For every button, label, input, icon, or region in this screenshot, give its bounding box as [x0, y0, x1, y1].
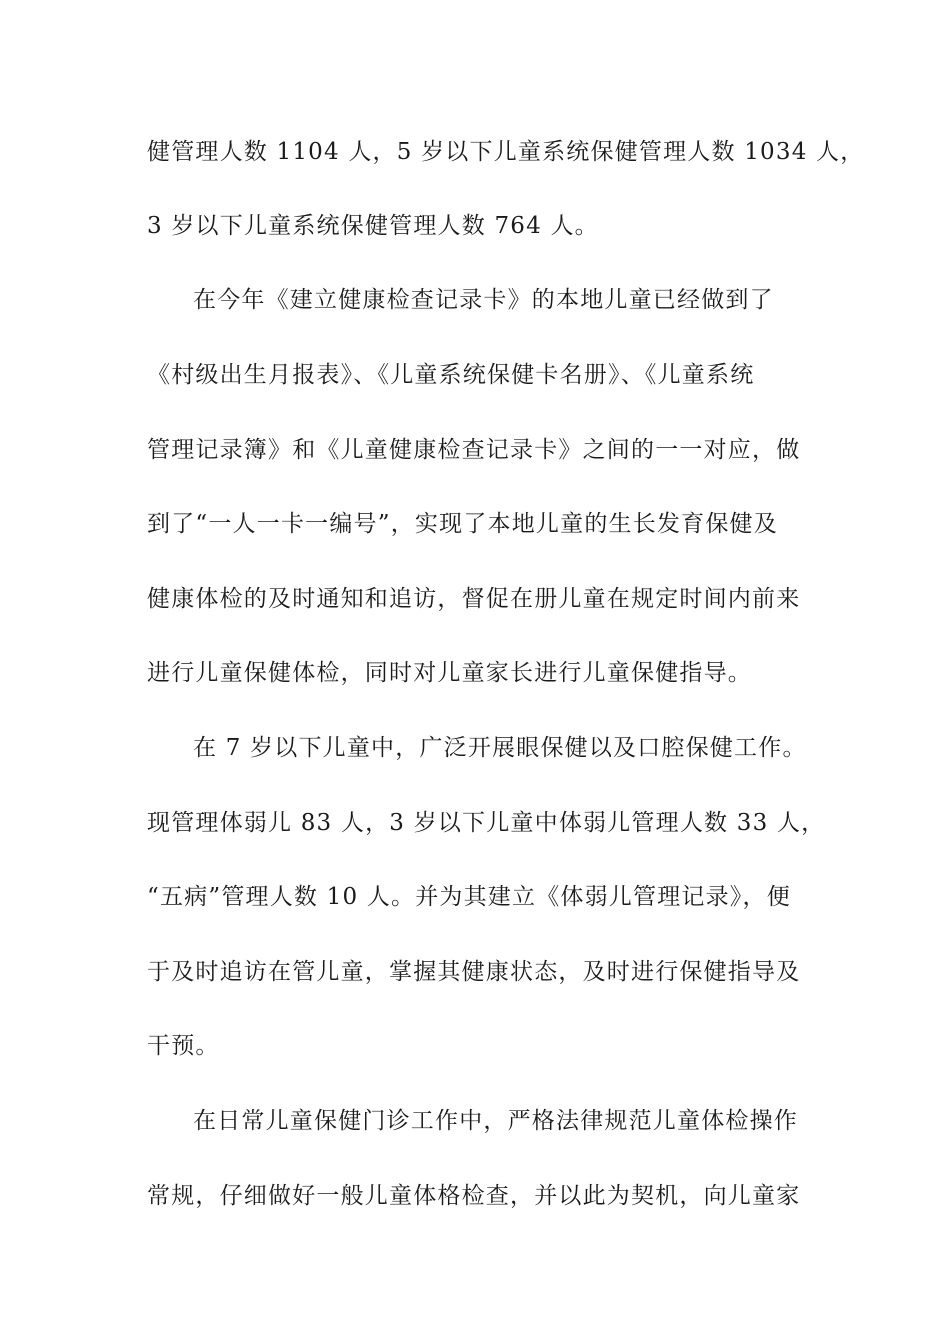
- paragraph-start-line: 在 7 岁以下儿童中，广泛开展眼保健以及口腔保健工作。: [193, 735, 807, 761]
- text-line: 常规，仔细做好一般儿童体格检查，并以此为契机，向儿童家: [147, 1183, 801, 1209]
- text-line: 管理记录簿》和《儿童健康检查记录卡》之间的一一对应，做: [147, 437, 801, 463]
- text-line: 健康体检的及时通知和追访，督促在册儿童在规定时间内前来: [147, 586, 801, 612]
- paragraph-start-line: 在今年《建立健康检查记录卡》的本地儿童已经做到了: [193, 287, 774, 313]
- text-line: 现管理体弱儿 83 人，3 岁以下儿童中体弱儿管理人数 33 人，: [147, 810, 826, 836]
- paragraph-start-line: 在日常儿童保健门诊工作中，严格法律规范儿童体检操作: [193, 1108, 798, 1134]
- text-line: 《村级出生月报表》、《儿童系统保健卡名册》、《儿童系统: [147, 362, 755, 388]
- text-line: 到了“一人一卡一编号”，实现了本地儿童的生长发育保健及: [147, 511, 778, 537]
- text-line: 干预。: [147, 1033, 220, 1059]
- text-line: 健管理人数 1104 人，5 岁以下儿童系统保健管理人数 1034 人，: [147, 139, 865, 165]
- text-line: 3 岁以下儿童系统保健管理人数 764 人。: [147, 213, 599, 239]
- text-line: “五病”管理人数 10 人。并为其建立《体弱儿管理记录》，便: [147, 884, 791, 910]
- text-line: 进行儿童保健体检，同时对儿童家长进行儿童保健指导。: [147, 660, 752, 686]
- text-line: 于及时追访在管儿童，掌握其健康状态，及时进行保健指导及: [147, 959, 801, 985]
